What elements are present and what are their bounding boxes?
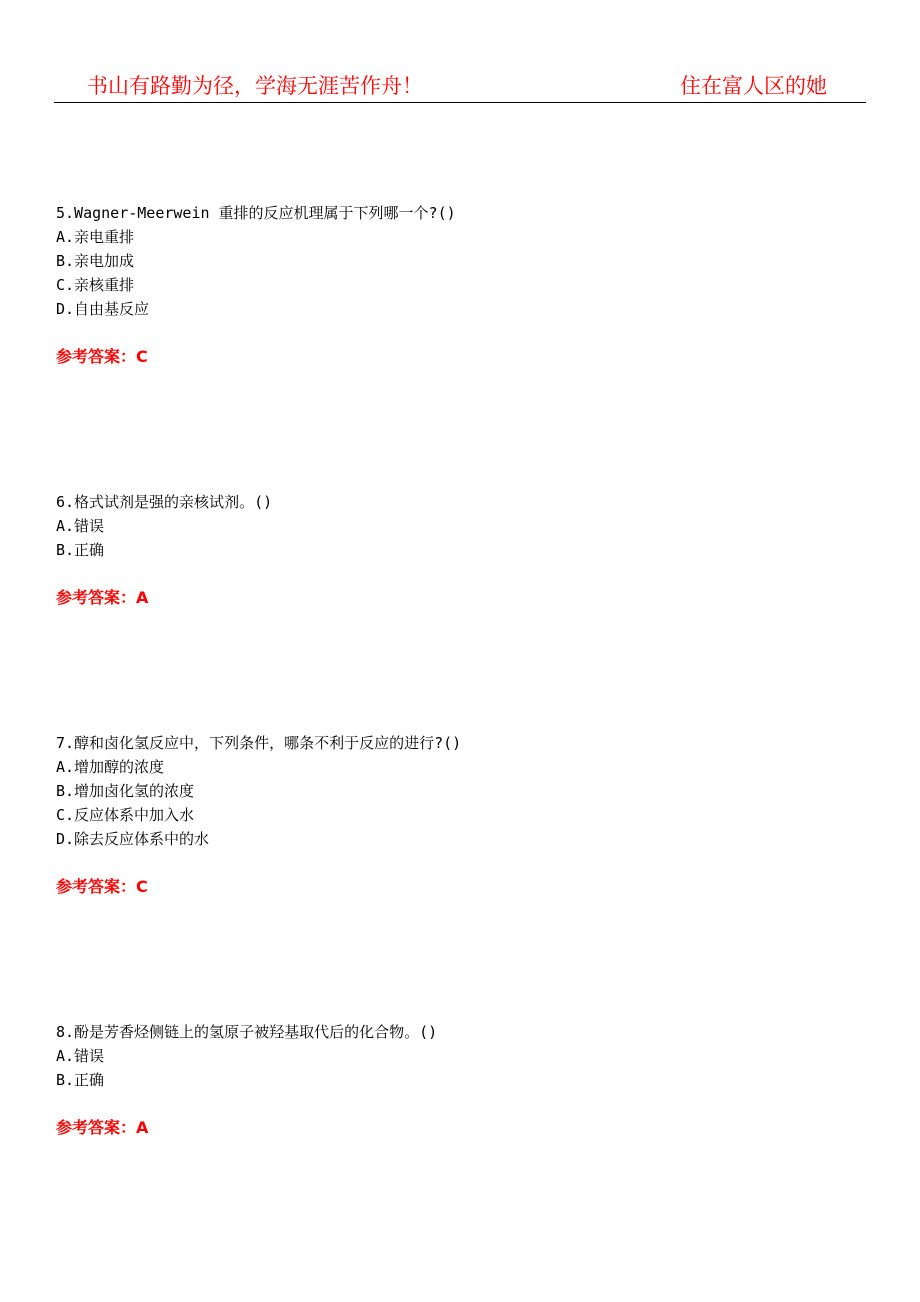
reference-answer: 参考答案：C — [56, 347, 148, 366]
reference-answer: 参考答案：A — [56, 588, 149, 607]
option-c: C.反应体系中加入水 — [56, 806, 195, 824]
question-text: 8.酚是芳香烃侧链上的氢原子被羟基取代后的化合物。() — [56, 1023, 438, 1041]
question-8 — [56, 1020, 856, 1140]
option-c: C.亲核重排 — [56, 276, 135, 294]
question-text: 6.格式试剂是强的亲核试剂。() — [56, 493, 273, 511]
header-author: 住在富人区的她 — [680, 74, 827, 98]
question-5 — [56, 201, 856, 369]
reference-answer: 参考答案：C — [56, 877, 148, 896]
option-a: A.错误 — [56, 1047, 105, 1065]
header-motto: 书山有路勤为径，学海无涯苦作舟！ — [87, 74, 423, 98]
option-d: D.自由基反应 — [56, 300, 150, 318]
question-6 — [56, 490, 856, 610]
option-b: B.亲电加成 — [56, 252, 135, 270]
option-a: A.增加醇的浓度 — [56, 758, 165, 776]
option-b: B.正确 — [56, 541, 105, 559]
page-header — [0, 0, 920, 110]
option-b: B.正确 — [56, 1071, 105, 1089]
option-d: D.除去反应体系中的水 — [56, 830, 210, 848]
header-divider — [54, 102, 866, 103]
reference-answer: 参考答案：A — [56, 1118, 149, 1137]
option-a: A.错误 — [56, 517, 105, 535]
question-7 — [56, 731, 856, 899]
option-a: A.亲电重排 — [56, 228, 135, 246]
option-b: B.增加卤化氢的浓度 — [56, 782, 195, 800]
question-text: 5.Wagner-Meerwein 重排的反应机理属于下列哪一个?() — [56, 204, 456, 222]
question-text: 7.醇和卤化氢反应中，下列条件，哪条不利于反应的进行?() — [56, 734, 462, 752]
